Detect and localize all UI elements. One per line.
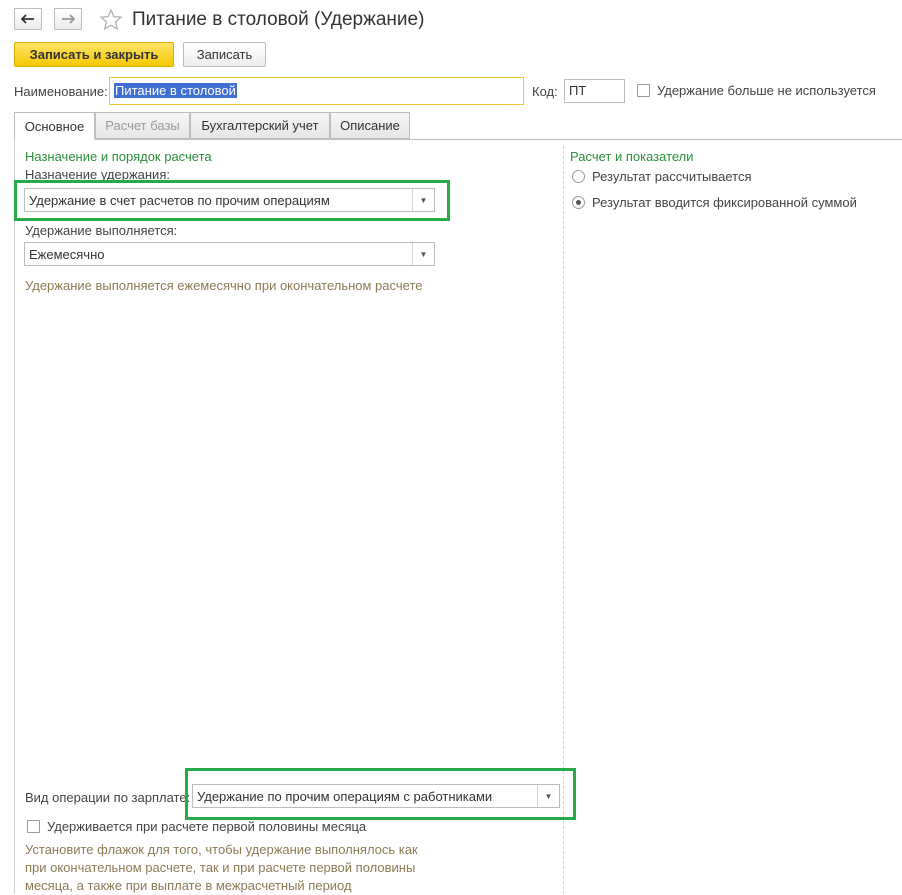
code-input[interactable]: ПТ bbox=[564, 79, 625, 103]
unused-checkbox[interactable] bbox=[637, 84, 650, 97]
arrow-left-icon bbox=[21, 14, 35, 24]
radio-calculated-label: Результат рассчитывается bbox=[592, 169, 752, 184]
tab-base-calculation[interactable]: Расчет базы bbox=[95, 112, 190, 139]
performed-label: Удержание выполняется: bbox=[25, 223, 178, 238]
back-button[interactable] bbox=[14, 8, 42, 30]
arrow-right-icon bbox=[61, 14, 75, 24]
tab-divider bbox=[14, 139, 902, 140]
save-and-close-button[interactable]: Записать и закрыть bbox=[14, 42, 174, 67]
first-half-hint-line: Установите флажок для того, чтобы удержание выполнялось как bbox=[25, 842, 418, 857]
highlight-operation bbox=[185, 768, 576, 820]
purpose-value: Удержание в счет расчетов по прочим операциям bbox=[29, 193, 330, 208]
performed-hint: Удержание выполняется ежемесячно при окончательном расчете bbox=[25, 278, 423, 293]
first-half-hint-line: месяца, а также при выплате в межрасчетный период bbox=[25, 878, 352, 893]
section-title-purpose: Назначение и порядок расчета bbox=[25, 149, 212, 164]
name-value: Питание в столовой bbox=[115, 83, 236, 98]
radio-fixed[interactable] bbox=[572, 196, 585, 209]
first-half-label: Удерживается при расчете первой половины месяца bbox=[47, 819, 367, 834]
chevron-down-icon[interactable]: ▼ bbox=[537, 785, 559, 807]
radio-fixed-label: Результат вводится фиксированной суммой bbox=[592, 195, 857, 210]
panel-border bbox=[14, 139, 15, 894]
favorite-button[interactable] bbox=[99, 8, 123, 35]
first-half-hint-line: при окончательном расчете, так и при расчете первой половины bbox=[25, 860, 416, 875]
highlight-purpose bbox=[14, 180, 450, 221]
tab-main[interactable]: Основное bbox=[14, 112, 95, 140]
operation-label: Вид операции по зарплате: bbox=[25, 790, 191, 805]
performed-value: Ежемесячно bbox=[29, 247, 105, 262]
star-icon bbox=[99, 8, 123, 32]
tab-description[interactable]: Описание bbox=[330, 112, 410, 139]
section-title-calculation: Расчет и показатели bbox=[570, 149, 694, 164]
forward-button[interactable] bbox=[54, 8, 82, 30]
operation-value: Удержание по прочим операциям с работниками bbox=[197, 789, 493, 804]
radio-calculated[interactable] bbox=[572, 170, 585, 183]
chevron-down-icon[interactable]: ▼ bbox=[412, 189, 434, 211]
chevron-down-icon[interactable]: ▼ bbox=[412, 243, 434, 265]
tab-accounting[interactable]: Бухгалтерский учет bbox=[190, 112, 330, 139]
name-input[interactable] bbox=[109, 77, 524, 105]
save-button[interactable]: Записать bbox=[183, 42, 266, 67]
unused-label: Удержание больше не используется bbox=[657, 83, 876, 98]
page-title: Питание в столовой (Удержание) bbox=[132, 9, 425, 30]
first-half-hint bbox=[25, 841, 418, 895]
name-label: Наименование: bbox=[14, 84, 108, 99]
code-label: Код: bbox=[532, 84, 558, 99]
performed-select[interactable] bbox=[24, 242, 435, 266]
first-half-checkbox[interactable] bbox=[27, 820, 40, 833]
purpose-label: Назначение удержания: bbox=[25, 167, 170, 182]
